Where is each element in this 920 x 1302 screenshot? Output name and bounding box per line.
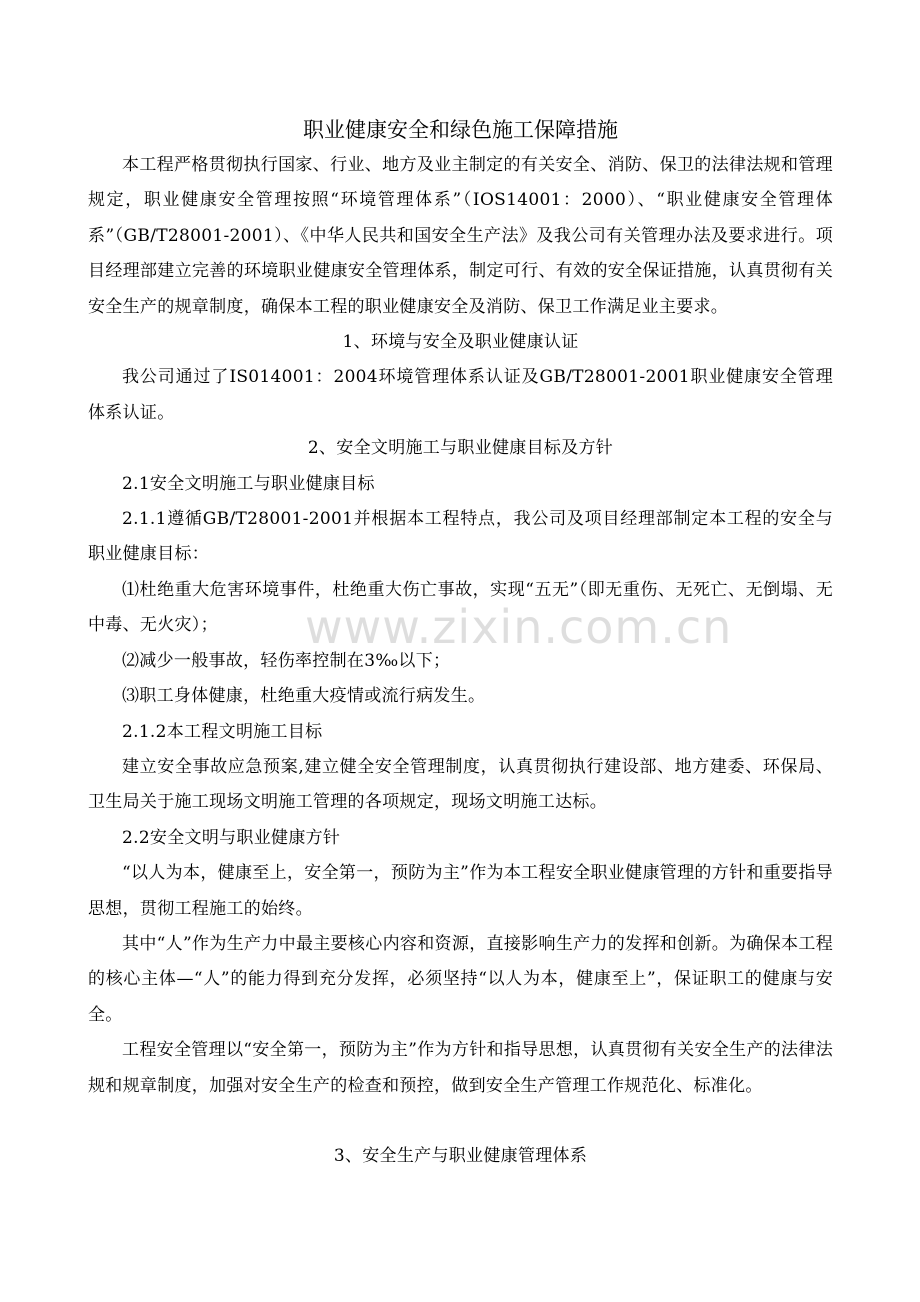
- goal-item-1: ⑴杜绝重大危害环境事件，杜绝重大伤亡事故，实现“五无”（即无重伤、无死亡、无倒塌、无中毒、无火灾）；: [88, 579, 833, 636]
- goal-item-3: ⑶职工身体健康，杜绝重大疫情或流行病发生。: [122, 686, 486, 707]
- section-1-heading: 1、环境与安全及职业健康认证: [342, 332, 579, 353]
- intro-paragraph: 本工程严格贯彻执行国家、行业、地方及业主制定的有关安全、消防、保卫的法律法规和管理规定，职业健康安全管理按照“环境管理体系”（IOS14001：2000）、“职业健康安全管理体系”（GB/T28001-2001）、《中华人民共和国安全生产法》及我公司有关管理办法及要求进行。项目经理部建立完善的环境职业健康安全管理体系，制定可行、有效的安全保证措施，认真贯彻有关安全生产的规章制度，确保本工程的职业健康安全及消防、保卫工作满足业主要求。: [88, 155, 833, 317]
- section-spacer: [88, 1104, 833, 1139]
- section-3-heading: 3、安全生产与职业健康管理体系: [333, 1145, 588, 1166]
- section-1-paragraph: 我公司通过了IS014001：2004环境管理体系认证及GB/T28001-2001职业健康安全管理体系认证。: [88, 367, 833, 423]
- goal-item-2: ⑵减少一般事故，轻伤率控制在3‰以下；: [122, 650, 451, 671]
- document-body: [88, 112, 833, 1174]
- subsection-2-1-1-paragraph: 2.1.1遵循GB/T28001-2001并根据本工程特点，我公司及项目经理部制定本工程的安全与职业健康目标：: [88, 509, 833, 565]
- policy-paragraph-2: 其中“人”作为生产力中最主要核心内容和资源，直接影响生产力的发挥和创新。为确保本工程的核心主体—“人”的能力得到充分发挥，必须坚持“以人为本，健康至上”，保证职工的健康与安全。: [88, 933, 833, 1025]
- policy-paragraph-1: “以人为本，健康至上，安全第一，预防为主”作为本工程安全职业健康管理的方针和重要指导思想，贯彻工程施工的始终。: [88, 863, 833, 919]
- document-title: 职业健康安全和绿色施工保障措施: [303, 118, 618, 142]
- section-2-heading: 2、安全文明施工与职业健康目标及方针: [307, 438, 614, 459]
- watermark-text: www.zixin.com.cn: [305, 600, 733, 654]
- subsection-2-1-2-paragraph: 建立安全事故应急预案,建立健全安全管理制度，认真贯彻执行建设部、地方建委、环保局、卫生局关于施工现场文明施工管理的各项规定，现场文明施工达标。: [88, 756, 833, 813]
- subsection-2-2-heading: 2.2安全文明与职业健康方针: [122, 827, 341, 848]
- subsection-2-1-2-heading: 2.1.2本工程文明施工目标: [122, 721, 323, 742]
- subsection-2-1-heading: 2.1安全文明施工与职业健康目标: [122, 473, 375, 494]
- policy-paragraph-3: 工程安全管理以“安全第一，预防为主”作为方针和指导思想，认真贯彻有关安全生产的法律法规和规章制度，加强对安全生产的检查和预控，做到安全生产管理工作规范化、标准化。: [88, 1040, 833, 1096]
